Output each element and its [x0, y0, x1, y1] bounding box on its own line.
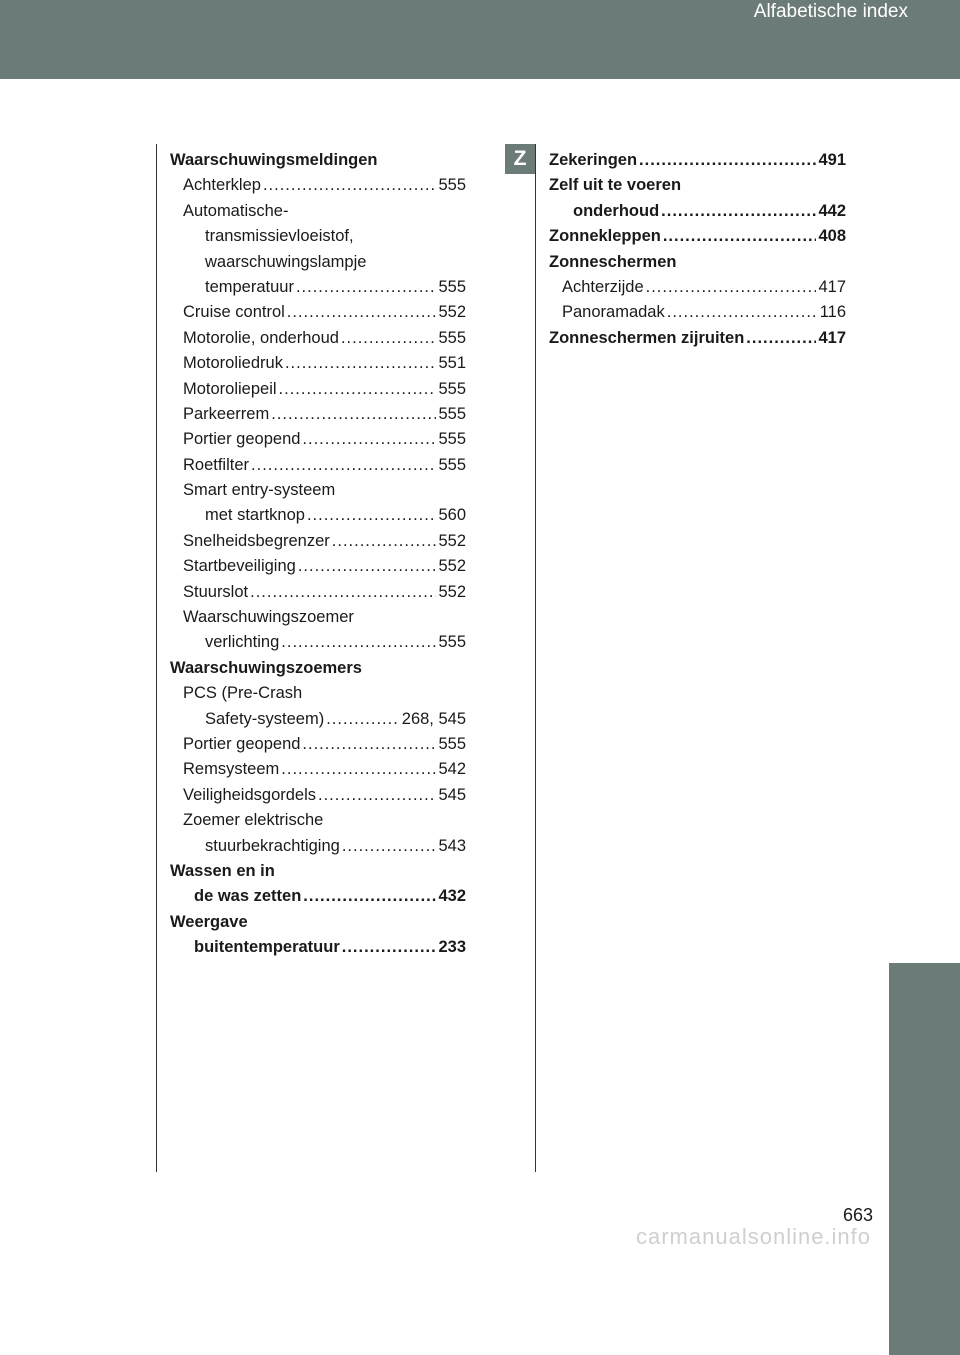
index-entry-term: Waarschuwingsmeldingen [170, 151, 378, 169]
index-entry-page: 555 [438, 455, 466, 474]
index-entry [170, 681, 466, 706]
dot-leader [332, 529, 437, 554]
index-entry-term: Waarschuwingszoemer [183, 608, 354, 627]
dot-leader [281, 757, 436, 782]
dot-leader [251, 453, 436, 478]
index-entry-term: met startknop [205, 506, 305, 525]
index-entry-page: 417 [818, 328, 846, 347]
index-entry [170, 529, 466, 554]
index-entry-term: verlichting [205, 633, 280, 652]
index-entry-page: 543 [438, 836, 466, 855]
dot-leader [298, 554, 437, 579]
index-entry-page: 116 [819, 303, 846, 322]
index-entry-page: 552 [438, 531, 466, 550]
index-entry-page: 408 [818, 227, 846, 246]
index-entry [170, 935, 466, 960]
index-entry-page: 552 [438, 303, 466, 322]
dot-leader [287, 300, 437, 325]
index-entry [170, 808, 466, 833]
index-entry [170, 503, 466, 528]
dot-leader [285, 351, 437, 376]
index-entry-page: 432 [438, 887, 466, 906]
index-entry-page: 551 [438, 354, 466, 373]
index-entry-page: 555 [438, 633, 466, 652]
index-entry-page: 555 [438, 277, 466, 296]
middle-column-rule [535, 144, 536, 1172]
index-entry-term: de was zetten [194, 887, 302, 906]
index-entry [170, 326, 466, 351]
dot-leader [303, 884, 436, 909]
index-entry-term: Zonneschermen zijruiten [549, 328, 745, 347]
index-entry [170, 732, 466, 757]
index-entry-term: Roetfilter [183, 455, 250, 474]
index-entry [170, 859, 466, 884]
index-entry [170, 224, 466, 249]
index-entry-term: Safety-systeem) [205, 709, 325, 728]
index-column-right [549, 148, 846, 351]
dot-leader [318, 783, 436, 808]
index-entry-page: 442 [818, 201, 846, 220]
index-entry-term: Startbeveiliging [183, 557, 296, 576]
index-entry-term: Automatische- [183, 201, 289, 220]
index-entry-page: 552 [438, 557, 466, 576]
index-entry-page: 560 [438, 506, 466, 525]
index-entry-term: Portier geopend [183, 430, 301, 449]
dot-leader [302, 427, 436, 452]
index-entry-page: 555 [438, 430, 466, 449]
index-entry [170, 173, 466, 198]
dot-leader [326, 707, 400, 732]
index-entry-term: Cruise control [183, 303, 285, 322]
index-entry-page: 552 [438, 582, 466, 601]
index-entry [170, 402, 466, 427]
index-entry-term: Motoroliedruk [183, 354, 283, 373]
index-entry-term: Zonneschermen [549, 252, 677, 271]
index-entry-term: Snelheidsbegrenzer [183, 531, 330, 550]
index-entry [549, 148, 846, 173]
index-entry-term: Motoroliepeil [183, 379, 277, 398]
index-entry-term: waarschuwingslampje [205, 252, 367, 271]
index-entry-term: transmissievloeistof, [205, 227, 354, 246]
index-entry [170, 250, 466, 275]
index-entry-term: Zekeringen [549, 151, 638, 169]
index-entry-term: stuurbekrachtiging [205, 836, 340, 855]
index-entry [549, 275, 846, 300]
index-entry [170, 199, 466, 224]
index-entry-term: Remsysteem [183, 760, 280, 779]
index-entry [549, 173, 846, 198]
dot-leader [307, 503, 437, 528]
index-column-left [170, 148, 466, 961]
page-number: 663 [843, 1205, 874, 1225]
index-entry-term: Panoramadak [562, 303, 665, 322]
index-entry-term: Stuurslot [183, 582, 249, 601]
index-entry-term: Waarschuwingszoemers [170, 658, 362, 677]
index-entry-page: 233 [438, 938, 466, 957]
index-entry [170, 656, 466, 681]
dot-leader [663, 224, 817, 249]
index-entry-term: Achterzijde [562, 277, 644, 296]
index-entry [549, 250, 846, 275]
index-entry [549, 300, 846, 325]
index-entry [170, 275, 466, 300]
index-entry-term: Zoemer elektrische [183, 811, 324, 830]
index-entry [170, 757, 466, 782]
index-entry [170, 148, 466, 173]
index-entry-term: Portier geopend [183, 734, 301, 753]
index-entry-page: 555 [438, 176, 466, 195]
chapter-side-tab [889, 963, 960, 1355]
dot-leader [746, 326, 816, 351]
index-entry-term: Veiligheidsgordels [183, 785, 317, 804]
index-entry [170, 910, 466, 935]
index-entry-page: 555 [438, 734, 466, 753]
dot-leader [263, 173, 437, 198]
index-entry-page: 555 [438, 328, 466, 347]
index-entry [170, 605, 466, 630]
index-entry [170, 427, 466, 452]
index-entry-term: temperatuur [205, 277, 294, 296]
dot-leader [342, 834, 437, 859]
dot-leader [296, 275, 437, 300]
index-entry [549, 326, 846, 351]
dot-leader [271, 402, 436, 427]
index-entry [170, 453, 466, 478]
index-entry [170, 377, 466, 402]
index-entry [170, 707, 466, 732]
index-entry [170, 884, 466, 909]
dot-leader [281, 630, 436, 655]
dot-leader [250, 580, 436, 605]
index-entry [170, 351, 466, 376]
index-entry-term: Weergave [170, 912, 248, 931]
index-entry-term: Achterklep [183, 176, 261, 195]
dot-leader [661, 199, 816, 224]
index-entry [170, 630, 466, 655]
index-entry [170, 783, 466, 808]
dot-leader [667, 300, 818, 325]
index-entry-term: Zonnekleppen [549, 227, 661, 246]
index-entry-term: buitentemperatuur [194, 938, 340, 957]
dot-leader [341, 326, 437, 351]
index-entry-page: 555 [438, 379, 466, 398]
dot-leader [279, 377, 437, 402]
dot-leader [646, 275, 817, 300]
dot-leader [302, 732, 436, 757]
index-entry-page: 545 [438, 785, 466, 804]
index-entry-page: 417 [818, 277, 846, 296]
section-letter-badge: Z [505, 144, 535, 174]
index-entry-term: Parkeerrem [183, 404, 270, 423]
index-entry-term: Wassen en in [170, 861, 275, 880]
index-entry-page: 491 [818, 151, 846, 169]
index-entry-page: 542 [438, 760, 466, 779]
index-entry-term: onderhoud [573, 201, 660, 220]
index-entry [170, 580, 466, 605]
index-entry [170, 300, 466, 325]
index-entry-term: PCS (Pre-Crash [183, 684, 303, 703]
index-entry [549, 224, 846, 249]
index-entry-term: Motorolie, onderhoud [183, 328, 339, 347]
index-entry-page: 555 [438, 404, 466, 423]
index-entry-term: Smart entry-systeem [183, 481, 336, 500]
section-title: Alfabetische index [753, 1, 908, 22]
index-entry [170, 554, 466, 579]
index-entry [170, 834, 466, 859]
dot-leader [342, 935, 437, 960]
left-column-rule [156, 144, 157, 1172]
watermark: carmanualsonline.info [636, 1224, 872, 1249]
index-entry [549, 199, 846, 224]
index-entry-term: Zelf uit te voeren [549, 176, 682, 195]
index-entry-page: 268, 545 [401, 709, 466, 728]
dot-leader [639, 148, 816, 173]
index-entry [170, 478, 466, 503]
